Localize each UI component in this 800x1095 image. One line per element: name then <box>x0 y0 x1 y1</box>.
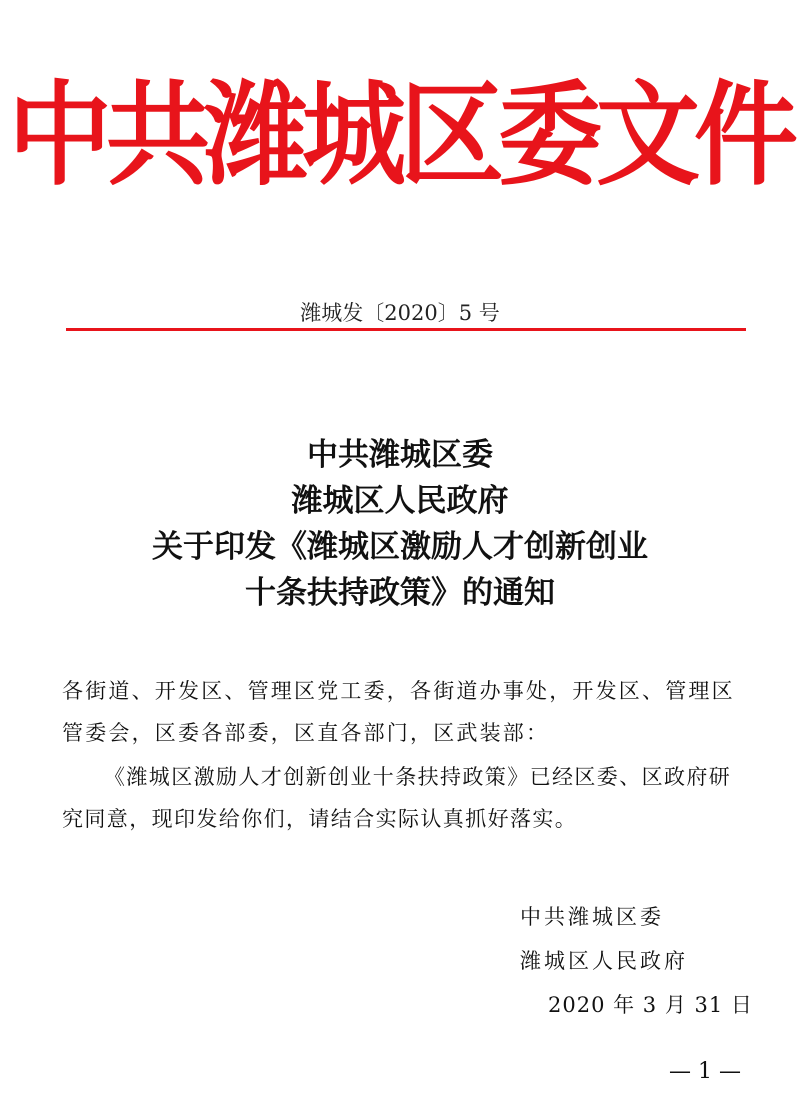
document-masthead: 中共潍城区委文件 <box>7 69 792 201</box>
issue-date: 2020 年 3 月 31 日 <box>548 993 753 1017</box>
title-line-1: 中共潍城区委 <box>307 437 493 473</box>
body-paragraph: 《潍城区激励人才创新创业十条扶持政策》已经区委、区政府研究同意，现印发给你们，请结合实际认真抓好落实。 <box>62 765 732 831</box>
recipients-line: 各街道、开发区、管理区党工委，各街道办事处，开发区、管理区管委会，区委各部委，区直各部门，区武装部： <box>62 679 735 745</box>
signature-block <box>520 895 780 1027</box>
title-line-4: 十条扶持政策》的通知 <box>245 575 555 611</box>
document-title <box>0 432 800 616</box>
title-line-3: 关于印发《潍城区激励人才创新创业 <box>152 529 648 565</box>
title-line-2: 潍城区人民政府 <box>291 483 509 519</box>
page-number: — 1 — <box>669 1059 741 1084</box>
issuer-party-committee: 中共潍城区委 <box>520 905 664 929</box>
red-separator-line <box>66 328 746 331</box>
issuer-district-government: 潍城区人民政府 <box>520 949 688 973</box>
document-number: 潍城发〔2020〕5 号 <box>300 301 500 325</box>
